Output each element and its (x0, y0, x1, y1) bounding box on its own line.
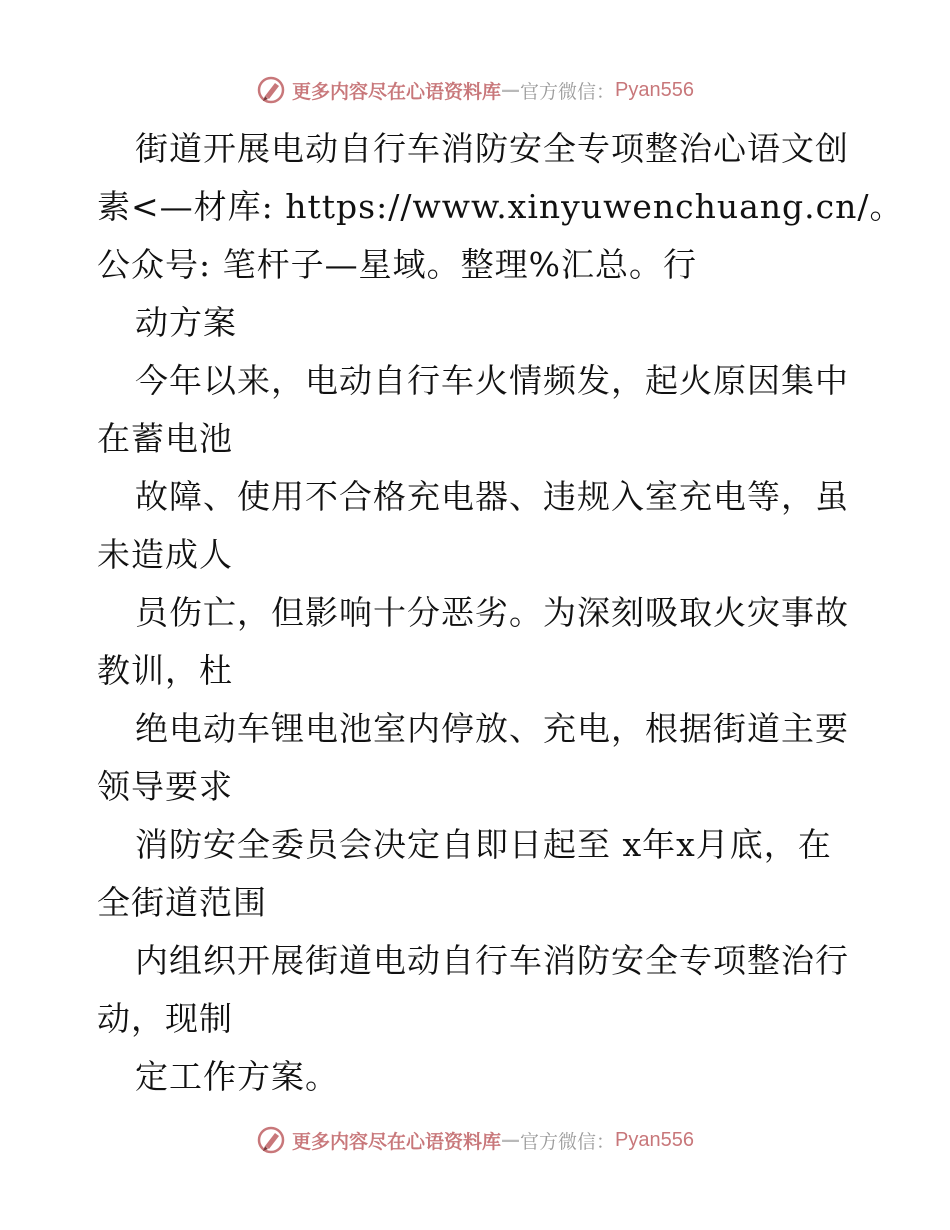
banner-main-text: 更多内容尽在心语资料库 (292, 1130, 502, 1153)
text-line: 动方案 (135, 303, 237, 342)
banner-wechat-label: 官方微信： (520, 1130, 616, 1153)
text-line: 领导要求 (97, 767, 233, 806)
text-line: 教训，杜 (97, 651, 233, 690)
banner-dash: — (501, 1129, 521, 1151)
footer-banner (0, 1120, 950, 1160)
header-banner (0, 70, 950, 110)
text-line: 消防安全委员会决定自即日起至 x年x月底，在 (135, 825, 832, 864)
text-line: 素<—材库: https://www.xinyuwenchuang.cn/。 (97, 187, 904, 226)
text-line: 定工作方案。 (135, 1057, 339, 1096)
text-line: 未造成人 (97, 535, 233, 574)
banner-main-text: 更多内容尽在心语资料库 (292, 80, 502, 103)
text-line: 员伤亡，但影响十分恶劣。为深刻吸取火灾事故 (135, 593, 849, 632)
banner-dash: — (501, 79, 521, 101)
text-line: 公众号: 笔杆子—星域。整理%汇总。行 (97, 245, 697, 284)
text-line: 绝电动车锂电池室内停放、充电，根据街道主要 (135, 709, 849, 748)
text-line: 动，现制 (97, 999, 233, 1038)
pen-logo-icon (256, 75, 286, 105)
text-line: 今年以来，电动自行车火情频发，起火原因集中 (135, 361, 849, 400)
document-body (97, 120, 904, 1106)
pen-logo-icon (256, 1125, 286, 1155)
banner-wechat-id: Pyan556 (615, 1128, 694, 1151)
banner-wechat-label: 官方微信： (520, 80, 616, 103)
banner-wechat-id: Pyan556 (615, 78, 694, 101)
text-line: 在蓄电池 (97, 419, 233, 458)
text-line: 内组织开展街道电动自行车消防安全专项整治行 (135, 941, 849, 980)
text-line: 故障、使用不合格充电器、违规入室充电等，虽 (135, 477, 849, 516)
text-line: 街道开展电动自行车消防安全专项整治心语文创 (135, 129, 849, 168)
text-line: 全街道范围 (97, 883, 267, 922)
